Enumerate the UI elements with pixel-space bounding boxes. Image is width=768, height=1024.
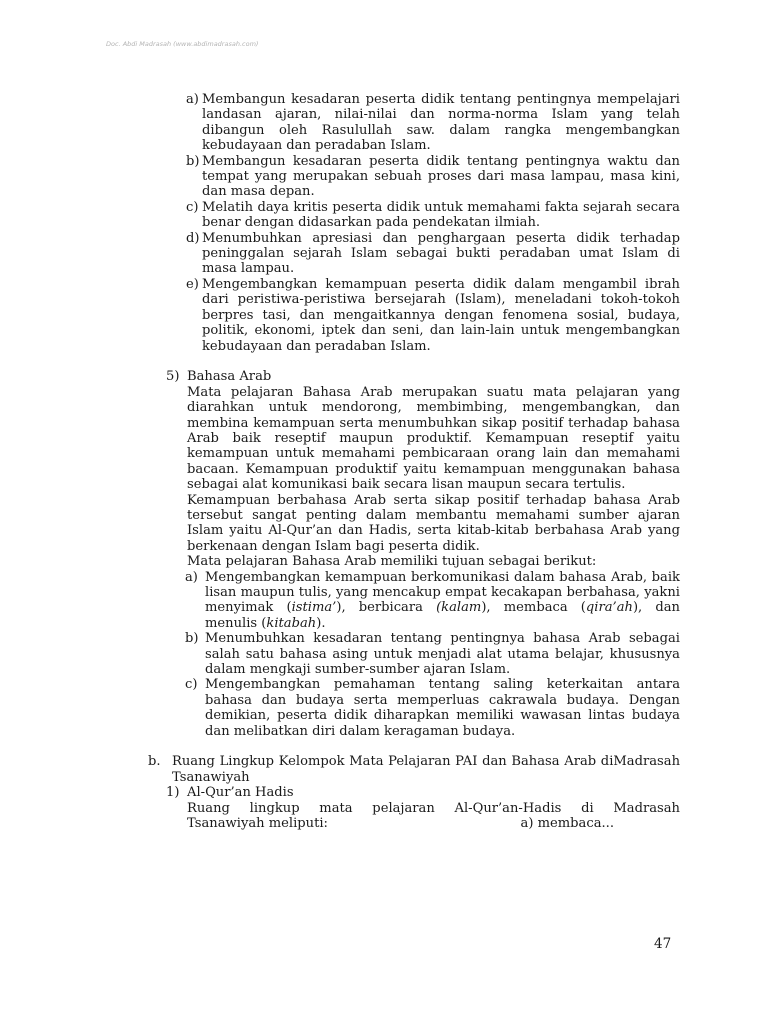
list-text: Mengembangkan pemahaman tentang saling keterkaitan antara bahasa dan budaya serta memperluas cakrawala budaya. Dengan demikian, peserta didik diharapkan memiliki wawasan lintas budaya dan melibatkan diri dalam keragaman budaya. xyxy=(205,677,680,739)
list-item xyxy=(185,631,680,677)
section-heading-bahasa-arab xyxy=(166,369,680,384)
list-item xyxy=(186,231,680,277)
section-title: Al-Qur’an Hadis xyxy=(187,785,294,801)
list-item xyxy=(186,277,680,354)
list-label: a) xyxy=(186,92,199,107)
section-title: Bahasa Arab xyxy=(187,369,272,385)
list-text: Mengembangkan kemampuan peserta didik dalam mengambil ibrah dari peristiwa-peristiwa bersejarah (Islam), meneladani tokoh-tokoh berpres tasi, dan mengaitkannya dengan fenomena sosial, budaya, politik, ekonomi, iptek dan seni, dan lain-lain untuk mengembangkan kebudayaan dan peradaban Islam. xyxy=(202,276,680,354)
paragraph: Mata pelajaran Bahasa Arab memiliki tujuan sebagai berikut: xyxy=(187,554,597,570)
list-item xyxy=(186,92,680,154)
list-label: c) xyxy=(185,677,198,693)
list-text: Membangun kesadaran peserta didik tentang pentingnya waktu dan tempat yang merupakan sebuah proses dari masa lampau, masa kini, dan masa depan. xyxy=(202,153,680,200)
section-title: Ruang Lingkup Kelompok Mata Pelajaran PAI dan Bahasa Arab diMadrasah Tsanawiyah xyxy=(172,754,680,785)
list-item xyxy=(186,200,680,231)
list-item xyxy=(185,677,680,739)
section-number: 1) xyxy=(166,785,180,801)
tarikh-goals-list xyxy=(140,92,680,354)
list-label: a) xyxy=(185,569,198,585)
section-number: 5) xyxy=(166,369,180,385)
list-item xyxy=(185,570,680,632)
list-text: Membangun kesadaran peserta didik tentang pentingnya mempelajari landasan ajaran, nilai-nilai dan norma-norma Islam yang telah dibangun oleh Rasulullah saw. dalam rangka mengembangkan kebudayaan dan peradaban Islam. xyxy=(202,92,680,154)
bahasa-arab-goals-list xyxy=(140,570,680,739)
section-letter: b. xyxy=(148,754,161,770)
section-heading-quran-hadis xyxy=(166,785,680,800)
list-label: d) xyxy=(186,230,200,246)
list-text: Menumbuhkan kesadaran tentang pentingnya bahasa Arab sebagai salah satu bahasa asing untuk menjadi alat utama belajar, khususnya dalam mengkaji sumber-sumber ajaran Islam. xyxy=(205,631,680,678)
paragraph: Ruang lingkup mata pelajaran Al-Qur’an-Hadis di Madrasah xyxy=(187,800,680,816)
list-label: b) xyxy=(185,631,199,647)
list-text: Menumbuhkan apresiasi dan penghargaan peserta didik terhadap peninggalan sejarah Islam sebagai bukti peradaban umat Islam di masa lampau. xyxy=(202,230,680,277)
list-label: b) xyxy=(186,153,200,169)
list-item xyxy=(186,154,680,200)
section-heading-ruang-lingkup xyxy=(148,754,680,785)
list-label: c) xyxy=(186,199,199,215)
list-text: Mengembangkan kemampuan berkomunikasi dalam bahasa Arab, baik lisan maupun tulis, yang mencakup empat kecakapan berbahasa, yakni menyimak (istima’), berbicara (kalam), membaca (qira’ah), dan menulis (kitabah). xyxy=(205,569,680,631)
list-label: e) xyxy=(186,276,199,292)
page-number: 47 xyxy=(654,936,672,952)
list-text: Melatih daya kritis peserta didik untuk memahami fakta sejarah secara benar dengan didasarkan pada pendekatan ilmiah. xyxy=(202,199,680,231)
document-body xyxy=(140,92,680,831)
continuation-text: a) membaca... xyxy=(520,816,614,832)
paragraph: Mata pelajaran Bahasa Arab merupakan suatu mata pelajaran yang diarahkan untuk mendorong, membimbing, mengembangkan, dan membina kemampuan serta menumbuhkan sikap positif terhadap bahasa Arab baik reseptif maupun produktif. Kemampuan reseptif yaitu kemampuan untuk memahami pembicaraan orang lain dan memahami bacaan. Kemampuan produktif yaitu kemampuan menggunakan bahasa sebagai alat komunikasi baik secara lisan maupun secara tertulis. xyxy=(187,384,680,493)
paragraph: Tsanawiyah meliputi: a) membaca... xyxy=(187,816,614,832)
watermark: Doc. Abdi Madrasah (www.abdimadrasah.com) xyxy=(106,40,259,48)
paragraph: Kemampuan berbahasa Arab serta sikap positif terhadap bahasa Arab tersebut sangat penting dalam membantu memahami sumber ajaran Islam yaitu Al-Qur’an dan Hadis, serta kitab-kitab berbahasa Arab yang berkenaan dengan Islam bagi peserta didik. xyxy=(187,492,680,554)
